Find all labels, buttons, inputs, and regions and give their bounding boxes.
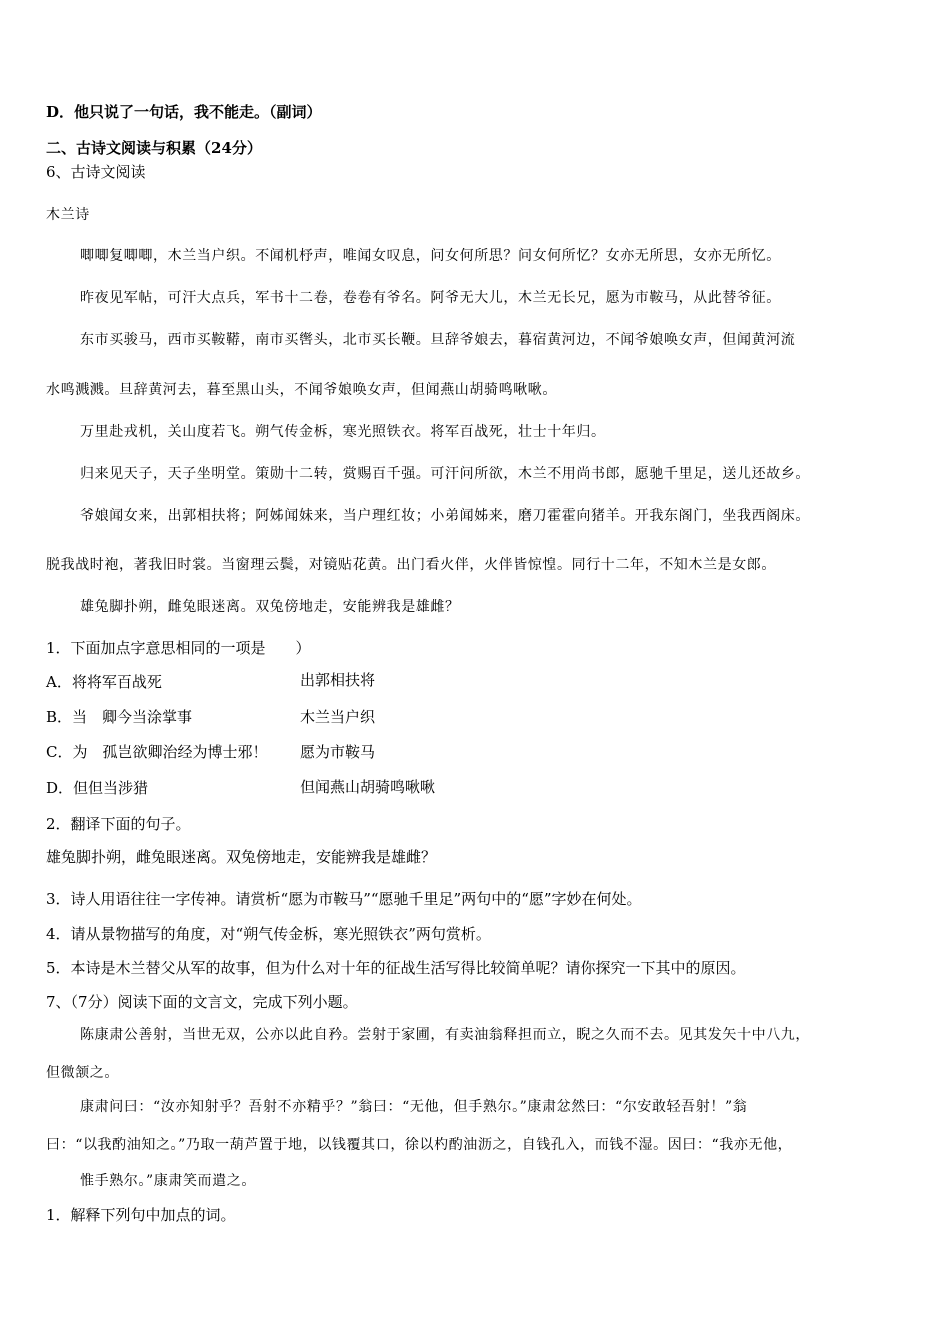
option-row	[46, 672, 162, 692]
option-left: A．将将军百战死	[46, 673, 162, 691]
question-6-3: 3．诗人用语往往一字传神。请赏析“愿为市鞍马”“愿驰千里足”两句中的“愿”字妙在何处。	[46, 890, 642, 908]
option-left: D．但但当涉猎	[46, 779, 149, 797]
option-right: 但闻燕山胡骑鸣啾啾	[300, 778, 436, 796]
question-7-1: 1．解释下列句中加点的词。	[46, 1206, 236, 1224]
question-6-4: 4．请从景物描写的角度，对“朔气传金柝，寒光照铁衣”两句赏析。	[46, 925, 491, 943]
option-left: C．为 孤岂欲卿治经为博士邪！	[46, 743, 268, 761]
poem-line: 唧唧复唧唧，木兰当户织。不闻机杼声，唯闻女叹息，问女何所思？问女何所忆？女亦无所思，女亦无所忆。	[80, 248, 781, 264]
prose-line: 曰：“以我酌油知之。”乃取一葫芦置于地，以钱覆其口，徐以杓酌油沥之，自钱孔入，而钱不湿。因曰：“我亦无他，	[46, 1137, 793, 1153]
poem-line: 水鸣溅溅。旦辞黄河去，暮至黑山头，不闻爷娘唤女声，但闻燕山胡骑鸣啾啾。	[46, 382, 557, 398]
prose-line: 陈康肃公善射，当世无双，公亦以此自矜。尝射于家圃，有卖油翁释担而立，睨之久而不去。见其发矢十中八九，	[80, 1027, 810, 1043]
poem-line: 爷娘闻女来，出郭相扶将；阿姊闻妹来，当户理红妆；小弟闻姊来，磨刀霍霍向猪羊。开我东阁门，坐我西阁床。	[80, 508, 810, 524]
section-heading: 二、古诗文阅读与积累（24分）	[46, 139, 262, 157]
prose-line: 惟手熟尔。”康肃笑而遣之。	[80, 1173, 256, 1189]
poem-line: 雄兔脚扑朔，雌兔眼迷离。双兔傍地走，安能辨我是雄雌？	[80, 599, 460, 615]
poem-line: 归来见天子，天子坐明堂。策勋十二转，赏赐百千强。可汗问所欲，木兰不用尚书郎，愿驰千里足，送儿还故乡。	[80, 466, 810, 482]
question-6-2-sentence: 雄兔脚扑朔，雌兔眼迷离。双兔傍地走，安能辨我是雄雌？	[46, 848, 437, 866]
poem-line: 东市买骏马，西市买鞍鞯，南市买辔头，北市买长鞭。旦辞爷娘去，暮宿黄河边，不闻爷娘唤女声，但闻黄河流	[80, 332, 796, 348]
question-7-title: 7、（7分）阅读下面的文言文，完成下列小题。	[46, 993, 358, 1011]
poem-line: 昨夜见军帖，可汗大点兵，军书十二卷，卷卷有爷名。阿爷无大儿，木兰无长兄，愿为市鞍马，从此替爷征。	[80, 290, 781, 306]
prose-line: 康肃问曰：“汝亦知射乎？吾射不亦精乎？”翁曰：“无他，但手熟尔。”康肃忿然曰：“尔安敢轻吾射！”翁	[80, 1099, 748, 1115]
question-6-2-stem: 2．翻译下面的句子。	[46, 815, 191, 833]
option-row	[46, 707, 192, 727]
option-left: B．当 卿今当涂掌事	[46, 708, 193, 726]
poem-line: 万里赴戎机，关山度若飞。朔气传金柝，寒光照铁衣。将军百战死，壮士十年归。	[80, 424, 606, 440]
q5-option-d: D．他只说了一句话，我不能走。（副词）	[46, 103, 322, 121]
option-right: 出郭相扶将	[300, 671, 376, 689]
question-6-title: 6、古诗文阅读	[46, 163, 146, 181]
poem-title: 木兰诗	[46, 207, 90, 223]
option-row	[46, 778, 148, 798]
option-right: 愿为市鞍马	[300, 743, 376, 761]
question-6-1-stem: 1．下面加点字意思相同的一项是 ）	[46, 639, 311, 657]
option-right: 木兰当户织	[300, 708, 376, 726]
prose-line: 但微颔之。	[46, 1065, 119, 1081]
question-6-5: 5．本诗是木兰替父从军的故事，但为什么对十年的征战生活写得比较简单呢？请你探究一下其中的原因。	[46, 959, 746, 977]
option-row	[46, 742, 267, 762]
poem-line: 脱我战时袍，著我旧时裳。当窗理云鬓，对镜贴花黄。出门看火伴，火伴皆惊惶。同行十二年，不知木兰是女郎。	[46, 557, 776, 573]
